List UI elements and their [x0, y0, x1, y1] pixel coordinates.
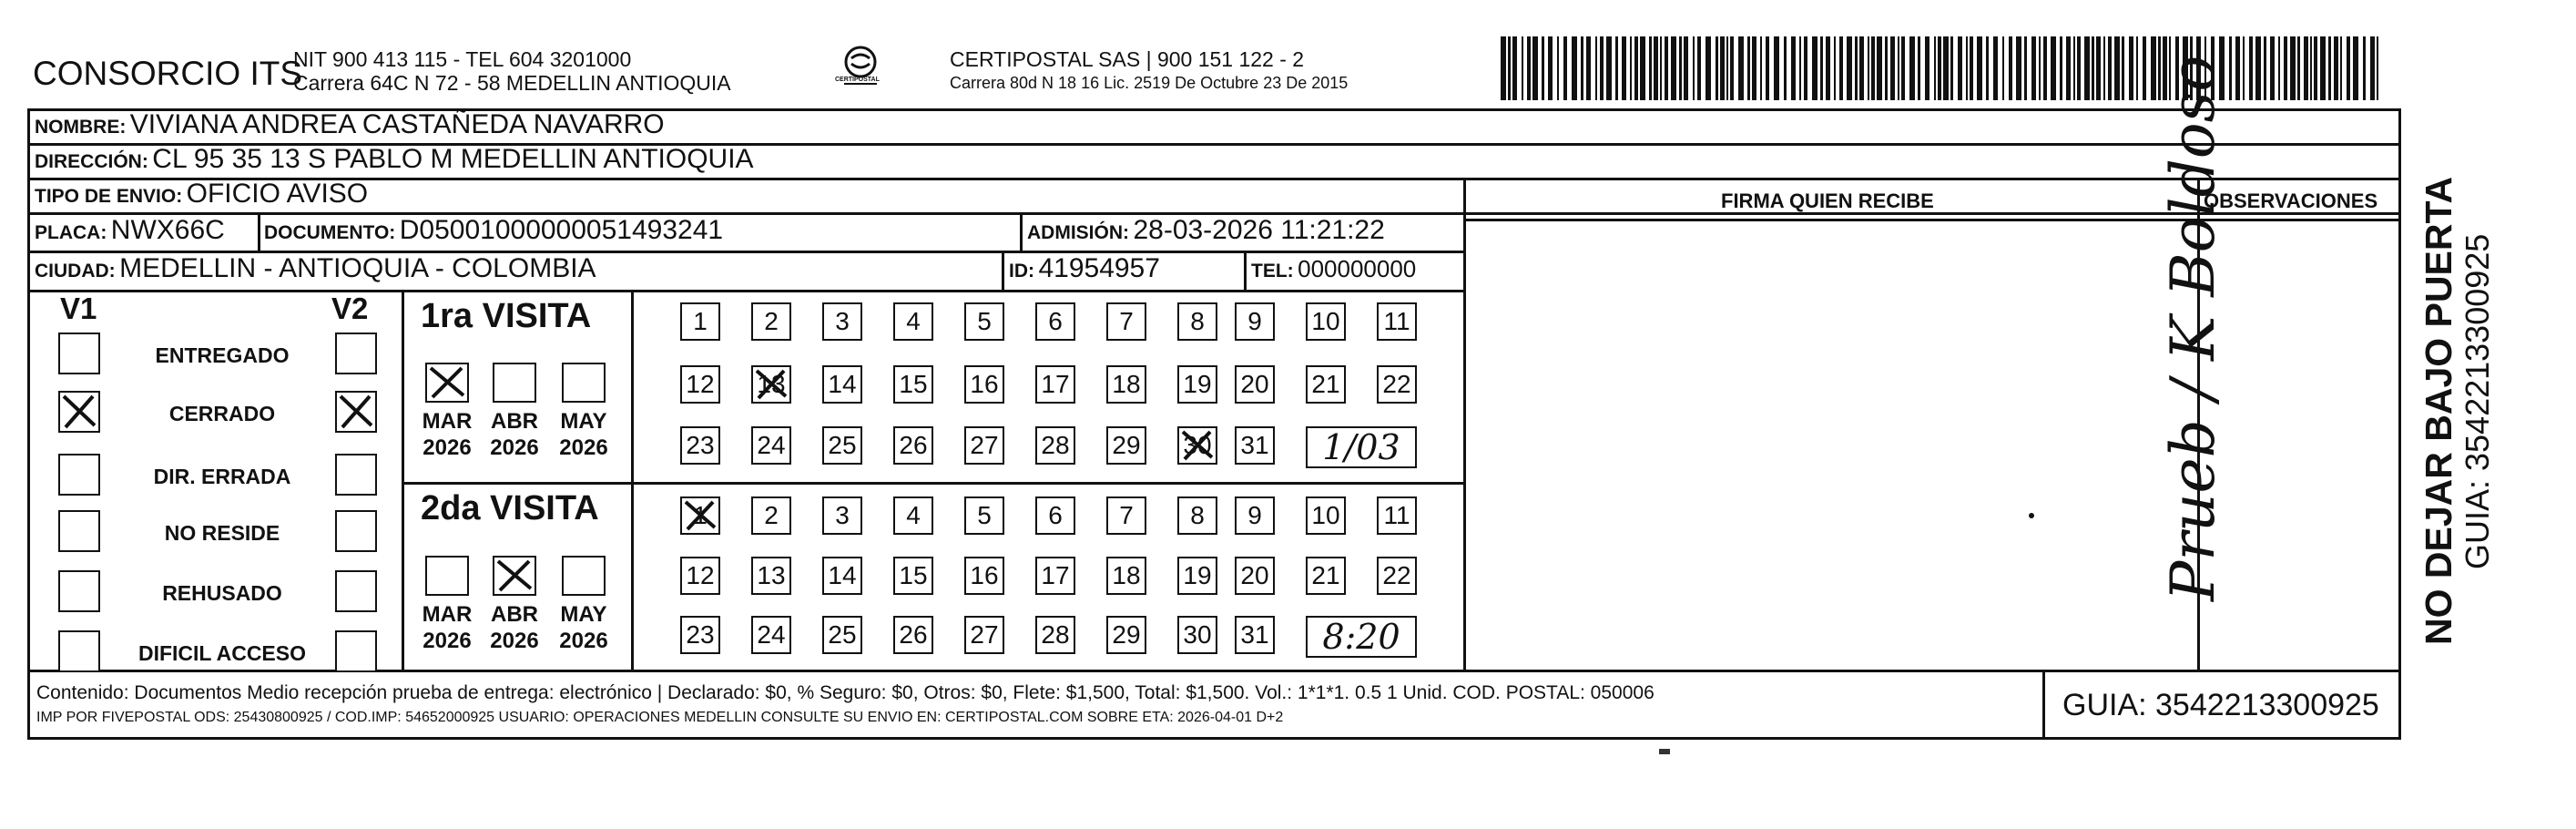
- nombre-value: VIVIANA ANDREA CASTAÑEDA NAVARRO: [129, 109, 665, 139]
- tipo-label: TIPO DE ENVIO:: [35, 186, 183, 207]
- tel-value: 000000000: [1298, 255, 1417, 282]
- month-year: 2026: [423, 435, 472, 460]
- barcode-bar: [2060, 36, 2062, 100]
- barcode-bar: [2235, 36, 2240, 100]
- status-label: NO RESIDE: [164, 521, 280, 545]
- barcode-bar: [2096, 36, 2101, 100]
- month-checkbox[interactable]: [425, 556, 469, 596]
- day-box[interactable]: 22: [1377, 557, 1417, 595]
- v1-checkbox[interactable]: [58, 454, 100, 496]
- barcode-bar: [2136, 36, 2138, 100]
- barcode-bar: [1600, 36, 1604, 100]
- v2-checkbox[interactable]: [335, 510, 377, 552]
- barcode-bar: [2108, 36, 2112, 100]
- barcode-bar: [1563, 36, 1567, 100]
- day-box[interactable]: 1: [680, 496, 720, 535]
- barcode-bar: [1595, 36, 1597, 100]
- barcode-bar: [2229, 36, 2232, 100]
- barcode-bar: [2278, 36, 2280, 100]
- barcode-bar: [1966, 36, 1968, 100]
- month-name: MAY: [560, 409, 607, 434]
- barcode-bar: [1938, 36, 1941, 100]
- barcode-bar: [1834, 36, 1836, 100]
- barcode-bar: [2370, 36, 2375, 100]
- v2-checkbox[interactable]: [335, 630, 377, 672]
- id-value: 41954957: [1038, 253, 1160, 283]
- barcode-bar: [2009, 36, 2012, 100]
- nombre-label: NOMBRE:: [35, 117, 127, 138]
- v1-checkbox[interactable]: [58, 510, 100, 552]
- barcode-bar: [2016, 36, 2021, 100]
- stray-mark: [1659, 749, 1670, 754]
- status-label: CERRADO: [168, 402, 276, 425]
- observation-handwriting: Prueb / K Boldoso: [2158, 55, 2228, 601]
- barcode-bar: [1877, 36, 1882, 100]
- v1-header: V1: [60, 292, 97, 325]
- day-box[interactable]: 25: [822, 426, 862, 465]
- day-box[interactable]: 21: [1306, 557, 1346, 595]
- barcode-bar: [1581, 36, 1583, 100]
- barcode-bar: [2114, 36, 2120, 100]
- footer-guia: GUIA: 3542213300925: [2062, 688, 2379, 722]
- barcode-bar: [1542, 36, 1544, 100]
- month-name: MAY: [560, 602, 607, 627]
- admision-value: 28-03-2026 11:21:22: [1133, 215, 1385, 245]
- barcode-bar: [2314, 36, 2317, 100]
- barcode-bar: [1909, 36, 1915, 100]
- day-box[interactable]: 16: [964, 557, 1004, 595]
- barcode-bar: [1752, 36, 1756, 100]
- ciudad-label: CIUDAD:: [35, 261, 116, 281]
- handwritten-time: 1/03: [1306, 426, 1417, 468]
- barcode-bar: [1747, 36, 1750, 100]
- barcode-bar: [1868, 36, 1869, 100]
- barcode-bar: [1738, 36, 1744, 100]
- day-box[interactable]: 30: [1177, 616, 1217, 654]
- month-year: 2026: [559, 629, 608, 653]
- barcode-bar: [2377, 36, 2378, 100]
- barcode-bar: [2129, 36, 2133, 100]
- day-box[interactable]: 5: [964, 496, 1004, 535]
- barcode-bar: [1684, 36, 1688, 100]
- tipo-value: OFICIO AVISO: [186, 179, 369, 209]
- barcode-bar: [1572, 36, 1577, 100]
- barcode-bar: [1977, 36, 1982, 100]
- barcode-bar: [2143, 36, 2146, 100]
- placa-label: PLACA:: [35, 222, 107, 243]
- footer-line2: IMP POR FIVEPOSTAL ODS: 25430800925 / COD.IMP: 54652000925 USUARIO: OPERACIONES MEDELLIN CONSULTE SU ENVIO EN: CERTIPOSTAL.COM SOBRE ETA: 2026-04-01 D+2: [36, 710, 1284, 725]
- day-box[interactable]: 28: [1035, 616, 1075, 654]
- month-checkbox[interactable]: [493, 363, 536, 403]
- day-box[interactable]: 19: [1177, 365, 1217, 404]
- day-box[interactable]: 30: [1177, 426, 1217, 465]
- month-label: [415, 408, 479, 461]
- day-box[interactable]: 26: [893, 616, 933, 654]
- barcode-bar: [1693, 36, 1695, 100]
- barcode-bar: [1720, 36, 1725, 100]
- barcode-bar: [1527, 36, 1531, 100]
- day-box[interactable]: 28: [1035, 426, 1075, 465]
- day-box[interactable]: 27: [964, 616, 1004, 654]
- barcode-image: [1501, 36, 2386, 100]
- company-name: CONSORCIO ITS: [33, 55, 303, 92]
- day-box[interactable]: 10: [1306, 496, 1346, 535]
- barcode-bar: [1630, 36, 1632, 100]
- barcode-bar: [1826, 36, 1830, 100]
- barcode-bar: [2031, 36, 2036, 100]
- footer-line1: Contenido: Documentos Medio recepción prueba de entrega: electrónico | Declarado: $0, % Seguro: $0, Otros: $0, Flete: $1,500, Total: $1,500. Vol.: 1*1*1. 0.5 1 Unid. COD. POSTAL: 050006: [36, 682, 1655, 703]
- barcode-bar: [2347, 36, 2350, 100]
- barcode-bar: [1847, 36, 1852, 100]
- barcode-bar: [2284, 36, 2287, 100]
- barcode-bar: [2270, 36, 2275, 100]
- barcode-bar: [2249, 36, 2253, 100]
- day-box[interactable]: 17: [1035, 557, 1075, 595]
- barcode-bar: [1508, 36, 1511, 100]
- month-checkbox[interactable]: [425, 363, 469, 403]
- courier-info-line1: CERTIPOSTAL SAS | 900 151 122 - 2: [950, 47, 1305, 71]
- barcode-bar: [2297, 36, 2300, 100]
- day-box[interactable]: 29: [1106, 426, 1146, 465]
- v1-checkbox[interactable]: [58, 333, 100, 374]
- day-box[interactable]: 12: [680, 557, 720, 595]
- v2-checkbox[interactable]: [335, 391, 377, 433]
- certipostal-logo-icon: [824, 44, 897, 98]
- barcode-bar: [1730, 36, 1734, 100]
- status-label: REHUSADO: [162, 581, 282, 605]
- direccion-value: CL 95 35 13 S PABLO M MEDELLIN ANTIOQUIA: [152, 144, 754, 174]
- day-box[interactable]: 31: [1235, 426, 1275, 465]
- company-info-line1: NIT 900 413 115 - TEL 604 3201000: [293, 47, 632, 71]
- barcode-bar: [1970, 36, 1973, 100]
- month-checkbox[interactable]: [493, 556, 536, 596]
- barcode-bar: [2051, 36, 2056, 100]
- barcode-bar: [1943, 36, 1949, 100]
- courier-info-line2: Carrera 80d N 18 16 Lic. 2519 De Octubre 23 De 2015: [950, 74, 1349, 92]
- day-box[interactable]: 8: [1177, 496, 1217, 535]
- barcode-bar: [2103, 36, 2105, 100]
- day-box[interactable]: 23: [680, 616, 720, 654]
- barcode-bar: [1586, 36, 1591, 100]
- admision-cell: [1027, 215, 1385, 246]
- barcode-bar: [1859, 36, 1864, 100]
- barcode-bar: [2066, 36, 2071, 100]
- month-year: 2026: [490, 435, 539, 460]
- day-box[interactable]: 18: [1106, 557, 1146, 595]
- barcode-bar: [1532, 36, 1538, 100]
- barcode-bar: [2084, 36, 2090, 100]
- v1-checkbox[interactable]: [58, 630, 100, 672]
- day-box[interactable]: 10: [1306, 302, 1346, 341]
- day-box[interactable]: 1: [680, 302, 720, 341]
- ciudad-cell: [35, 253, 596, 284]
- month-name: MAR: [422, 409, 473, 434]
- month-label: [483, 601, 546, 654]
- signature-dot: [2029, 513, 2034, 518]
- day-box[interactable]: 22: [1377, 365, 1417, 404]
- barcode-bar: [1871, 36, 1875, 100]
- day-box[interactable]: 6: [1035, 302, 1075, 341]
- barcode-bar: [2304, 36, 2308, 100]
- tel-label: TEL:: [1251, 261, 1294, 281]
- barcode-bar: [1820, 36, 1823, 100]
- day-box[interactable]: 24: [751, 616, 791, 654]
- day-box[interactable]: 16: [964, 365, 1004, 404]
- barcode-bar: [1784, 36, 1787, 100]
- company-info-line2: Carrera 64C N 72 - 58 MEDELLIN ANTIOQUIA: [293, 71, 731, 95]
- day-box[interactable]: 15: [893, 365, 933, 404]
- day-box[interactable]: 20: [1235, 365, 1275, 404]
- barcode-bar: [1918, 36, 1920, 100]
- barcode-bar: [2077, 36, 2081, 100]
- barcode-bar: [1839, 36, 1843, 100]
- v2-checkbox[interactable]: [335, 570, 377, 612]
- observaciones-header: OBSERVACIONES: [2204, 189, 2378, 212]
- barcode-bar: [2122, 36, 2124, 100]
- documento-label: DOCUMENTO:: [264, 222, 396, 243]
- barcode-bar: [1640, 36, 1645, 100]
- barcode: [1501, 36, 2386, 100]
- barcode-bar: [1522, 36, 1523, 100]
- day-box[interactable]: 4: [893, 496, 933, 535]
- barcode-bar: [1726, 36, 1728, 100]
- barcode-bar: [2092, 36, 2094, 100]
- month-label: [415, 601, 479, 654]
- day-box[interactable]: 13: [751, 365, 791, 404]
- visit2-title: 2da VISITA: [421, 489, 599, 527]
- day-box[interactable]: 19: [1177, 557, 1217, 595]
- barcode-bar: [1654, 36, 1658, 100]
- day-box[interactable]: 14: [822, 557, 862, 595]
- documento-cell: [264, 215, 723, 246]
- status-label: ENTREGADO: [155, 343, 290, 367]
- barcode-bar: [1901, 36, 1905, 100]
- barcode-bar: [1649, 36, 1652, 100]
- month-checkbox[interactable]: [562, 363, 606, 403]
- barcode-bar: [2290, 36, 2296, 100]
- day-box[interactable]: 25: [822, 616, 862, 654]
- day-box[interactable]: 11: [1377, 496, 1417, 535]
- month-year: 2026: [423, 629, 472, 653]
- barcode-bar: [1774, 36, 1779, 100]
- status-label: DIR. ERRADA: [153, 465, 291, 488]
- barcode-bar: [1705, 36, 1711, 100]
- day-box[interactable]: 21: [1306, 365, 1346, 404]
- day-box[interactable]: 29: [1106, 616, 1146, 654]
- barcode-bar: [2320, 36, 2326, 100]
- barcode-bar: [1993, 36, 1998, 100]
- firma-header: FIRMA QUIEN RECIBE: [1721, 189, 1934, 212]
- certipostal-logo: [824, 44, 897, 98]
- placa-value: NWX66C: [110, 215, 225, 245]
- barcode-bar: [1799, 36, 1801, 100]
- nombre-row: [35, 109, 665, 140]
- v2-checkbox[interactable]: [335, 333, 377, 374]
- month-name: ABR: [491, 602, 538, 627]
- barcode-bar: [2024, 36, 2027, 100]
- direccion-row: [35, 144, 754, 175]
- day-box[interactable]: 3: [822, 302, 862, 341]
- barcode-bar: [2363, 36, 2366, 100]
- side-guia: GUIA: 3542213300925: [2459, 233, 2496, 569]
- barcode-bar: [1812, 36, 1817, 100]
- day-box[interactable]: 2: [751, 302, 791, 341]
- barcode-bar: [1606, 36, 1612, 100]
- day-box[interactable]: 7: [1106, 302, 1146, 341]
- admision-label: ADMISIÓN:: [1027, 222, 1129, 243]
- barcode-bar: [1557, 36, 1559, 100]
- day-box[interactable]: 5: [964, 302, 1004, 341]
- barcode-bar: [1898, 36, 1899, 100]
- barcode-bar: [1622, 36, 1626, 100]
- barcode-bar: [2243, 36, 2245, 100]
- day-box[interactable]: 18: [1106, 365, 1146, 404]
- barcode-bar: [1855, 36, 1858, 100]
- documento-value: D05001000000051493241: [399, 215, 724, 245]
- barcode-bar: [2002, 36, 2004, 100]
- handwritten-time: 8:20: [1306, 616, 1417, 658]
- barcode-bar: [1634, 36, 1638, 100]
- day-box[interactable]: 9: [1235, 302, 1275, 341]
- day-box[interactable]: 17: [1035, 365, 1075, 404]
- month-label: [483, 408, 546, 461]
- tipo-row: [35, 179, 368, 210]
- v2-checkbox[interactable]: [335, 454, 377, 496]
- day-box[interactable]: 11: [1377, 302, 1417, 341]
- visit1-title: 1ra VISITA: [421, 297, 592, 335]
- month-checkbox[interactable]: [562, 556, 606, 596]
- direccion-label: DIRECCIÓN:: [35, 151, 148, 172]
- barcode-bar: [2334, 36, 2338, 100]
- barcode-bar: [1679, 36, 1682, 100]
- id-cell: [1009, 253, 1160, 284]
- day-box[interactable]: 24: [751, 426, 791, 465]
- day-box[interactable]: 20: [1235, 557, 1275, 595]
- day-box[interactable]: 6: [1035, 496, 1075, 535]
- barcode-bar: [1950, 36, 1953, 100]
- day-box[interactable]: 13: [751, 557, 791, 595]
- day-box[interactable]: 4: [893, 302, 933, 341]
- barcode-bar: [2039, 36, 2041, 100]
- month-name: MAR: [422, 602, 473, 627]
- barcode-bar: [1958, 36, 1962, 100]
- barcode-bar: [1885, 36, 1888, 100]
- barcode-bar: [1716, 36, 1718, 100]
- status-label: DIFICIL ACCESO: [137, 641, 306, 665]
- tel-cell: [1251, 255, 1416, 283]
- v1-checkbox[interactable]: [58, 391, 100, 433]
- barcode-bar: [1501, 36, 1506, 100]
- day-box[interactable]: 9: [1235, 496, 1275, 535]
- day-box[interactable]: 12: [680, 365, 720, 404]
- v2-header: V2: [331, 292, 369, 325]
- month-name: ABR: [491, 409, 538, 434]
- barcode-bar: [1934, 36, 1936, 100]
- month-year: 2026: [559, 435, 608, 460]
- barcode-bar: [1671, 36, 1676, 100]
- barcode-bar: [1986, 36, 1989, 100]
- barcode-bar: [1925, 36, 1929, 100]
- barcode-bar: [1697, 36, 1701, 100]
- day-box[interactable]: 2: [751, 496, 791, 535]
- barcode-bar: [1804, 36, 1807, 100]
- barcode-bar: [2310, 36, 2312, 100]
- barcode-bar: [1615, 36, 1618, 100]
- day-box[interactable]: 31: [1235, 616, 1275, 654]
- barcode-bar: [2043, 36, 2047, 100]
- day-box[interactable]: 3: [822, 496, 862, 535]
- day-box[interactable]: 27: [964, 426, 1004, 465]
- day-box[interactable]: 26: [893, 426, 933, 465]
- side-warning: NO DEJAR BAJO PUERTA: [2418, 176, 2459, 645]
- barcode-bar: [1766, 36, 1769, 100]
- barcode-bar: [2073, 36, 2075, 100]
- day-box[interactable]: 23: [680, 426, 720, 465]
- barcode-bar: [1665, 36, 1668, 100]
- month-label: [552, 408, 616, 461]
- barcode-bar: [1548, 36, 1553, 100]
- barcode-bar: [1890, 36, 1895, 100]
- barcode-bar: [1512, 36, 1517, 100]
- barcode-bar: [2151, 36, 2156, 100]
- day-box[interactable]: 8: [1177, 302, 1217, 341]
- day-box[interactable]: 7: [1106, 496, 1146, 535]
- barcode-bar: [2264, 36, 2266, 100]
- id-label: ID:: [1009, 261, 1034, 281]
- v1-checkbox[interactable]: [58, 570, 100, 612]
- barcode-bar: [1791, 36, 1796, 100]
- ciudad-value: MEDELLIN - ANTIOQUIA - COLOMBIA: [119, 253, 596, 283]
- month-label: [552, 601, 616, 654]
- barcode-bar: [2328, 36, 2331, 100]
- month-year: 2026: [490, 629, 539, 653]
- placa-cell: [35, 215, 225, 246]
- certipostal-logo-text: CERTIPOSTAL: [835, 77, 880, 83]
- barcode-bar: [2255, 36, 2261, 100]
- barcode-bar: [1760, 36, 1762, 100]
- barcode-bar: [2353, 36, 2358, 100]
- barcode-bar: [2340, 36, 2342, 100]
- barcode-bar: [1660, 36, 1662, 100]
- day-box[interactable]: 15: [893, 557, 933, 595]
- day-box[interactable]: 14: [822, 365, 862, 404]
